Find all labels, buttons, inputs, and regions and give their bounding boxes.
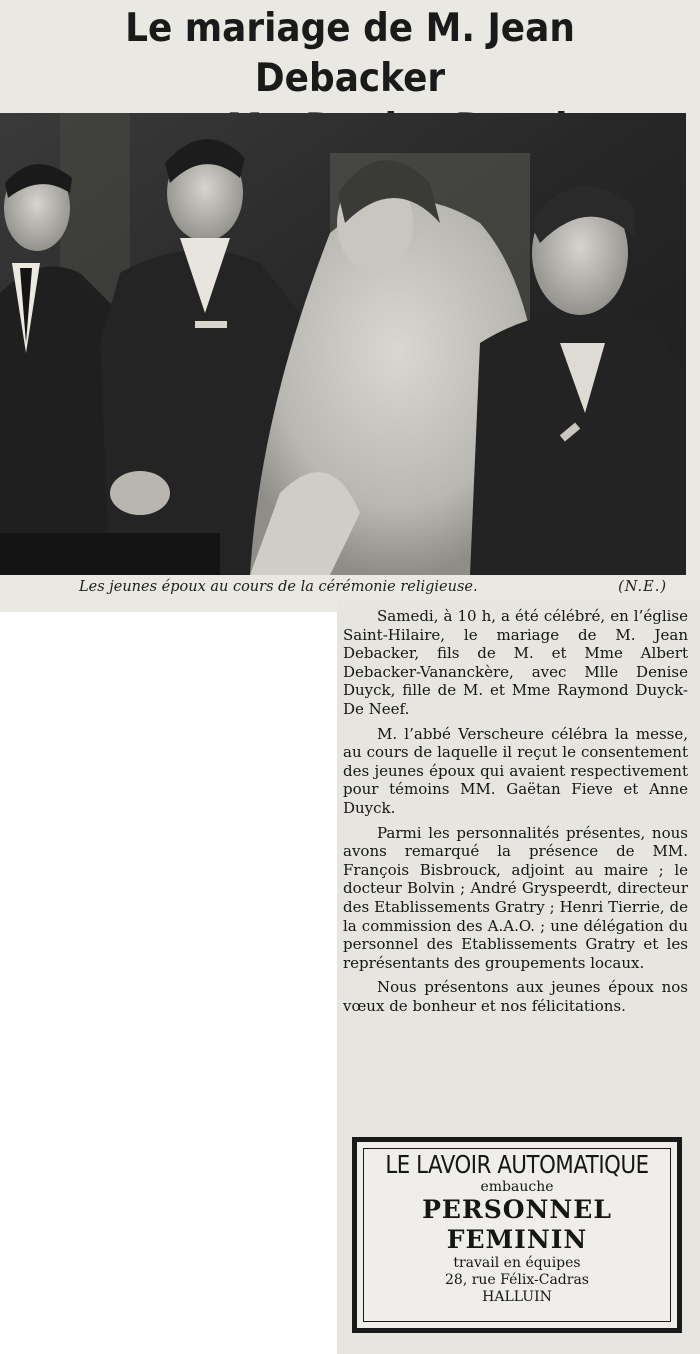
photo-caption bbox=[79, 577, 669, 597]
photo-credit: (N.E.) bbox=[618, 579, 667, 595]
ad-subtitle: embauche bbox=[480, 1179, 554, 1195]
ad-line-3: HALLUIN bbox=[482, 1289, 552, 1305]
wedding-photo-image bbox=[0, 113, 686, 575]
article-body bbox=[343, 607, 688, 1021]
ad-headline-1: PERSONNEL bbox=[422, 1195, 612, 1224]
ad-title: LE LAVOIR AUTOMATIQUE bbox=[385, 1150, 649, 1179]
headline-line-1: Le mariage de M. Jean Debacker bbox=[125, 6, 575, 101]
ad-line-1: travail en équipes bbox=[453, 1255, 581, 1271]
job-advertisement bbox=[352, 1137, 682, 1333]
ad-headline-2: FEMININ bbox=[446, 1225, 588, 1254]
article-paragraph-3: Parmi les personnalités présentes, nous avons remarqué la présence de MM. François Bisbrouck, adjoint au maire ; le docteur Bolvin ; André Gryspeerdt, directeur des Etablissements Gratry ; Henri Tierrie, de la commission des A.A.O. ; une délégation du personnel des Etablissements Gratry et les représentants des groupements locaux. bbox=[343, 823, 688, 972]
ad-line-2: 28, rue Félix-Cadras bbox=[445, 1272, 589, 1288]
article-paragraph-2: M. l’abbé Verscheure célébra la messe, au cours de laquelle il reçut le consentement des jeunes époux qui avaient respectivement pour témoins MM. Gaëtan Fieve et Anne Duyck. bbox=[343, 724, 688, 817]
caption-text: Les jeunes époux au cours de la cérémonie religieuse. bbox=[79, 579, 478, 595]
article-paragraph-4: Nous présentons aux jeunes époux nos vœux de bonheur et nos félicitations. bbox=[343, 978, 688, 1015]
article-paragraph-1: Samedi, à 10 h, a été célébré, en l’église Saint-Hilaire, le mariage de M. Jean Debacker, fils de M. et Mme Albert Debacker-Vananckère, avec Mlle Denise Duyck, fille de M. et Mme Raymond Duyck-De Neef. bbox=[343, 607, 688, 718]
wedding-photo bbox=[0, 113, 686, 575]
